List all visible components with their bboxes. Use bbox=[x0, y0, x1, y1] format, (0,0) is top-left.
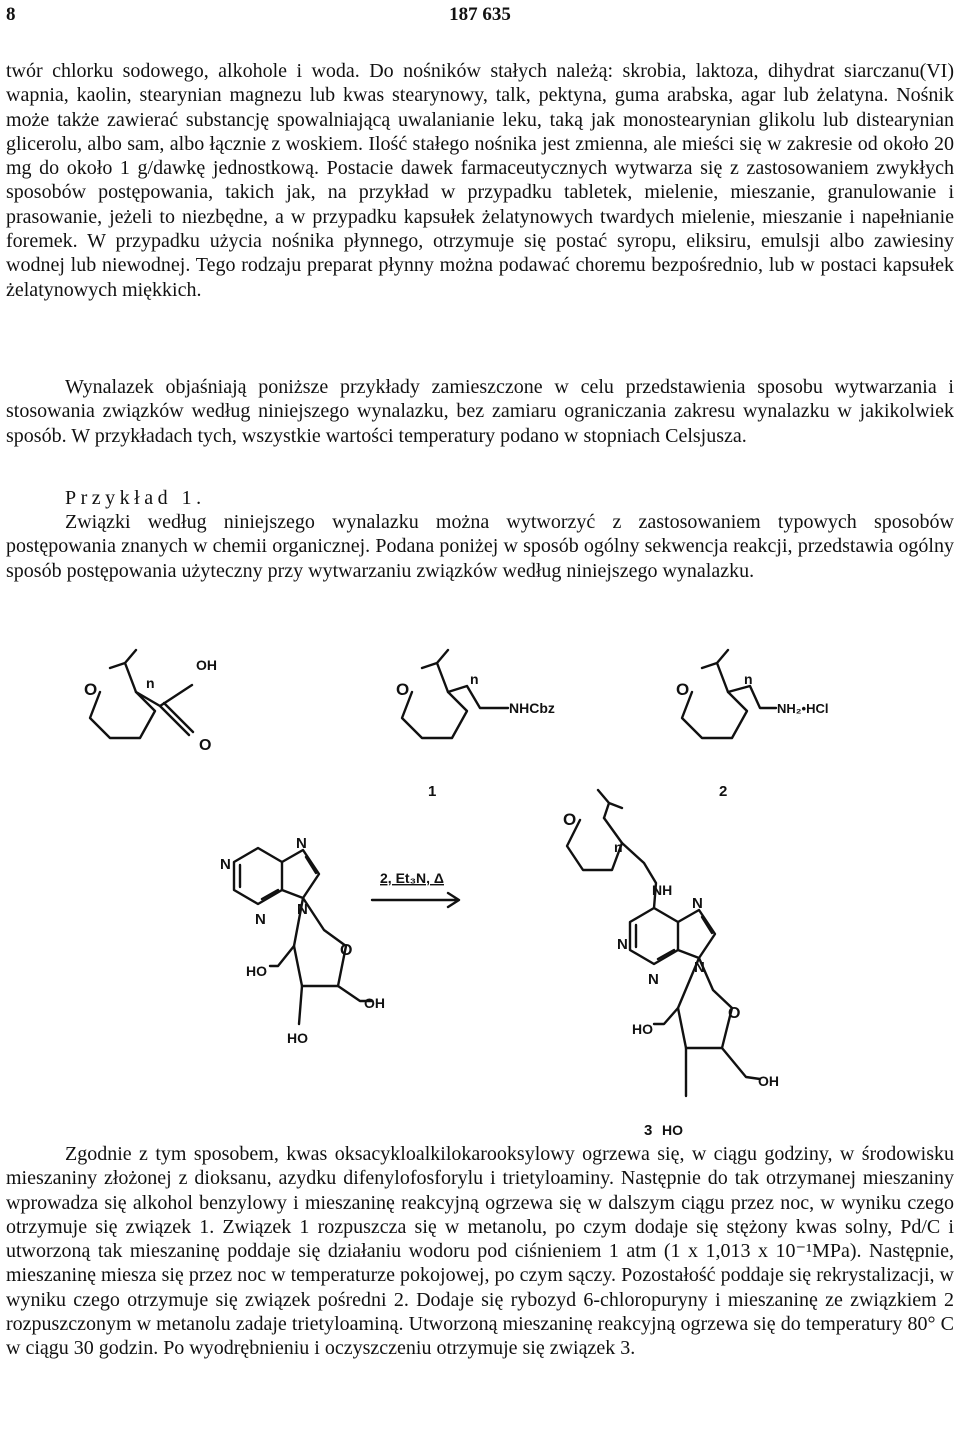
n3-label: N bbox=[648, 971, 659, 988]
example-heading: Przykład 1. bbox=[65, 487, 206, 509]
structure-chloropurine-riboside bbox=[220, 835, 385, 1046]
ring-oxygen-label: O bbox=[676, 680, 690, 699]
n7-label: N bbox=[296, 835, 307, 852]
carbonyl-oxygen-label: O bbox=[199, 737, 212, 754]
n-index-label: n bbox=[614, 839, 623, 855]
n9-label: N bbox=[297, 901, 308, 918]
page-number: 8 bbox=[6, 4, 16, 25]
ring-oxygen-label: O bbox=[396, 680, 410, 699]
n9-label: N bbox=[694, 959, 705, 976]
n1-label: N bbox=[220, 856, 231, 873]
paragraph-carriers: twór chlorku sodowego, alkohole i woda. Do nośników stałych należą: skrobia, laktoza, dihydrat siarczanu(VI) wapnia, kaolin, stearynian magnezu lub kwas stearynowy, talk, pektyna, guma arabska, agar lub żelatyna. Nośnik może także zawierać substancję spowalniającą uwalanianie leku, taką jak monostearynian glikolu lub distearynian glicerolu, albo sam, albo łącznie z woskiem. Ilość stałego nośnika jest zmienna, ale mieści się w zakresie od około 20 mg do około 1 g/dawkę jednostkową. Postacie dawek farmaceutycznych wytwarza się z zastosowaniem zwykłych sposobów postępowania, takich jak, na przykład w przypadku tabletek, mielenie, mieszanie, granulowanie i prasowanie, jeżeli to niezbędne, a w przypadku kapsułek żelatynowych twardych mielenie, mieszanie i napełnianie foremek. W przypadku użycia nośnika płynnego, otrzymuje się postać syropu, eliksiru, emulsji albo zawiesiny wodnej lub niewodnej. Tego rodzaju preparat płynny można podawać choremu bezpośrednio, lub w postaci kapsułek żelatynowych miękkich. bbox=[6, 60, 954, 301]
ring-oxygen-label: O bbox=[563, 810, 577, 829]
ribose-oxygen-label: O bbox=[340, 942, 353, 959]
n1-label: N bbox=[617, 936, 628, 953]
reaction-scheme bbox=[0, 636, 960, 1156]
structure-compound-1 bbox=[396, 650, 555, 738]
paragraph-procedure: Zgodnie z tym sposobem, kwas oksacykloalkilokarooksylowy ogrzewa się, w ciągu godziny, w środowisku mieszaniny złożonej z dioksanu, azydku difenylofosforylu i trietyloaminy. Następnie do tak otrzymanej mieszaniny wprowadza się alkohol benzylowy i mieszaninę reakcyjną ogrzewa się w dalszym ciągu przez noc, w wyniku czego otrzymuje się związek 1. Związek 1 rozpuszcza się w metanolu, po czym dodaje się stężony kwas solny, Pd/C i utworzoną tak mieszaninę poddaje się działaniu wodoru pod ciśnieniem 1 atm (1 x 1,013 x 10⁻¹MPa). Następnie, mieszaninę miesza się przez noc w temperaturze pokojowej, po czym sączy. Pozostałość poddaje się rekrystalizacji, w wyniku czego otrzymuje się związek pośredni 2. Dodaje się rybozyd 6-chloropuryny i mieszaninę ze związkiem 2 rozpuszczonym w metanolu zadaje trietyloaminą. Utworzoną mieszaninę reakcyjną ogrzewa się do temperatury 80° C w ciągu 30 godzin. Po wyodrębnieniu i oczyszczeniu otrzymuje się związek 3. bbox=[6, 1143, 954, 1360]
structure-compound-2 bbox=[676, 650, 829, 738]
ribose-oxygen-label: O bbox=[728, 1005, 741, 1022]
structure-acid bbox=[84, 650, 217, 754]
nh-label: NH bbox=[652, 882, 673, 898]
n3-label: N bbox=[255, 911, 266, 928]
compound-label-1: 1 bbox=[428, 783, 437, 800]
amine-hcl-label: NH₂•HCl bbox=[777, 701, 829, 716]
structure-compound-3 bbox=[563, 790, 779, 1096]
hydroxyl-3-label: HO bbox=[662, 1122, 683, 1138]
n7-label: N bbox=[692, 895, 703, 912]
nhcbz-label: NHCbz bbox=[509, 700, 555, 716]
hydroxyl-2-label: OH bbox=[758, 1073, 779, 1089]
compound-label-3: 3 bbox=[644, 1122, 653, 1139]
hydroxyl-5-label: HO bbox=[632, 1021, 653, 1037]
hydroxyl-5-label: HO bbox=[246, 963, 267, 979]
hydroxyl-2-label: OH bbox=[364, 995, 385, 1011]
n-index-label: n bbox=[744, 671, 753, 687]
ring-oxygen-label: O bbox=[84, 680, 98, 699]
reagent-label: 2, Et₃N, Δ bbox=[380, 870, 444, 886]
n-index-label: n bbox=[470, 671, 479, 687]
hydroxyl-3-label: HO bbox=[287, 1030, 308, 1046]
paragraph-synthesis-intro: Związki według niniejszego wynalazku można wytworzyć z zastosowaniem typowych sposobów postępowania znanych w chemii organicznej. Podana poniżej w sposób ogólny sekwencja reakcji, przedstawia ogólny sposób postępowania użyteczny przy wytwarzaniu związków według niniejszego wynalazku. bbox=[6, 511, 954, 582]
patent-number: 187 635 bbox=[449, 4, 511, 25]
hydroxyl-label: OH bbox=[196, 657, 217, 673]
reaction-arrow bbox=[372, 870, 459, 907]
compound-label-2: 2 bbox=[719, 783, 728, 800]
paragraph-examples-intro: Wynalazek objaśniają poniższe przykłady zamieszczone w celu przedstawienia sposobu wytwarzania i stosowania związków według niniejszego wynalazku, bez zamiaru ograniczania zakresu wynalazku w jakikolwiek sposób. W przykładach tych, wszystkie wartości temperatury podano w stopniach Celsjusza. bbox=[6, 376, 954, 447]
n-index-label: n bbox=[146, 675, 155, 691]
